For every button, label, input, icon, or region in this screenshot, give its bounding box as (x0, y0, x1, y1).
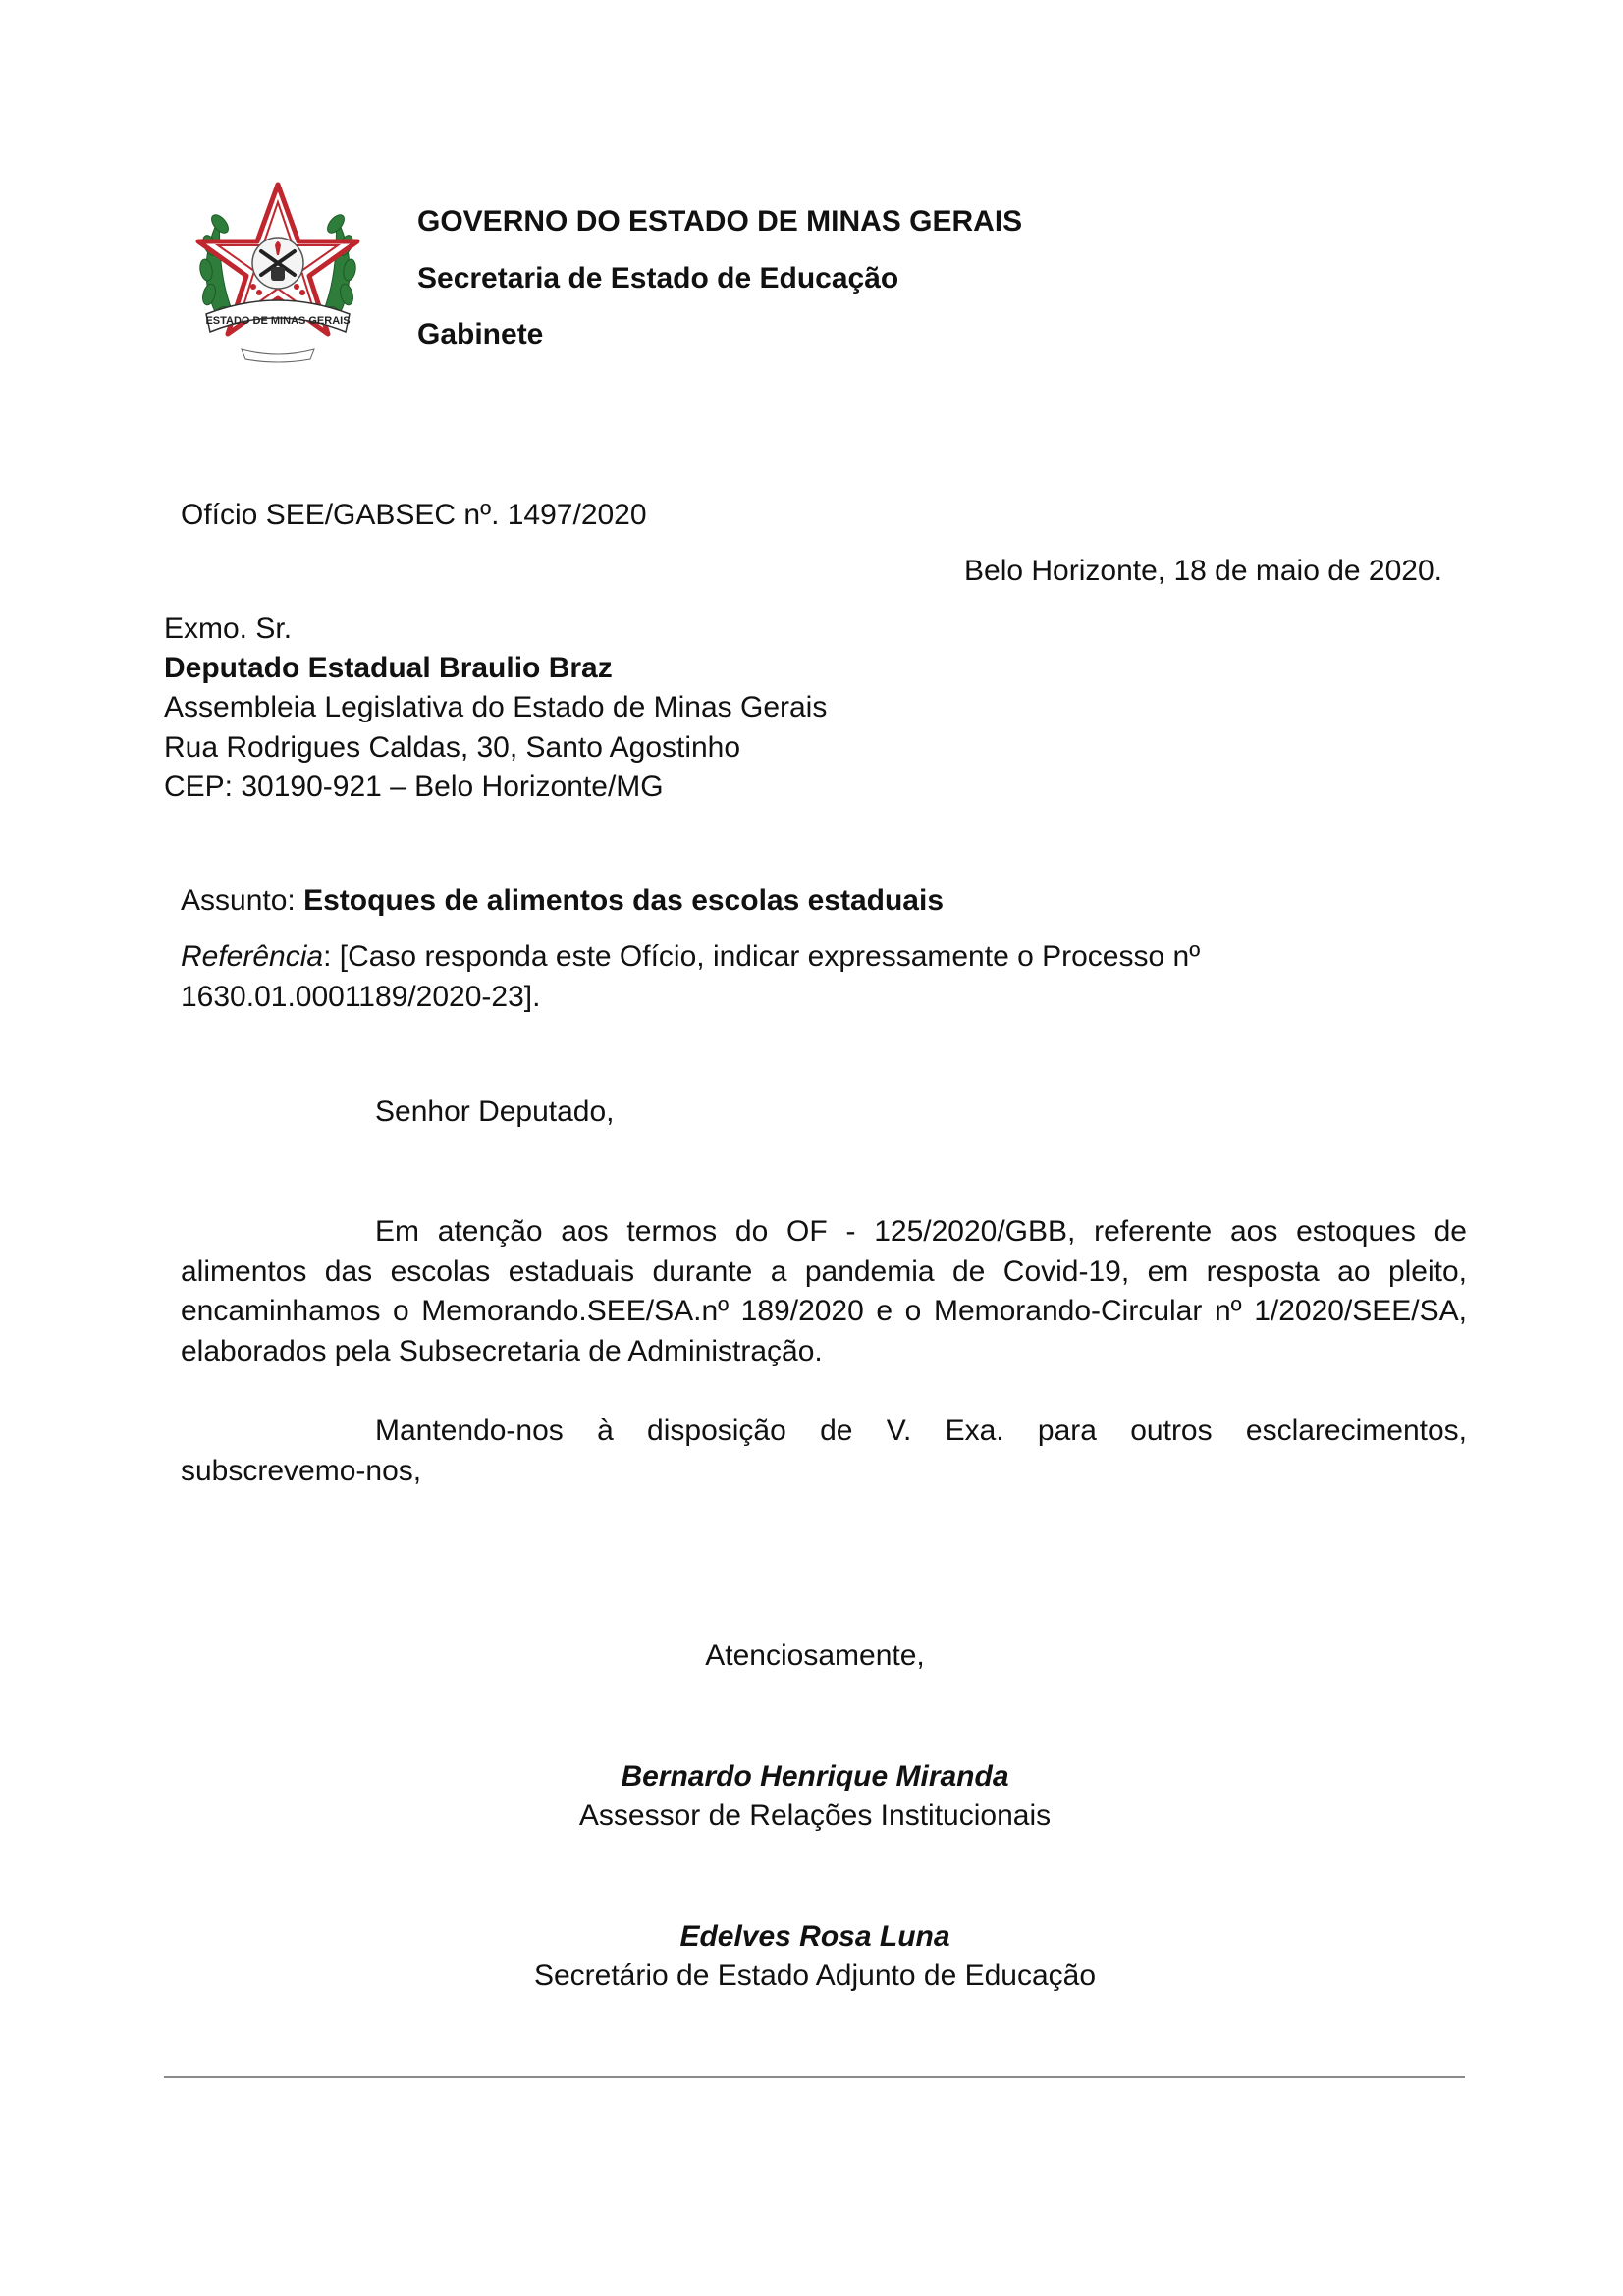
reference-line-2: 1630.01.0001189/2020-23]. (181, 981, 541, 1013)
paragraph-1-line-2: alimentos das escolas estaduais durante a pandemia de Covid-19, em resposta ao pleito, (181, 1255, 1467, 1288)
minas-gerais-coat-of-arms-icon (192, 177, 363, 365)
subject-label: Assunto: (181, 884, 304, 917)
paragraph-1-line-1: Em atenção aos termos do OF - 125/2020/GBB, referente aos estoques de (375, 1215, 1467, 1248)
recipient-name: Deputado Estadual Braulio Braz (164, 652, 613, 684)
body-paragraph-1 (181, 1212, 1467, 1371)
signature-2-name: Edelves Rosa Luna (679, 1920, 950, 1952)
signature-1-title: Assessor de Relações Institucionais (578, 1799, 1052, 1832)
closing: Atenciosamente, (705, 1639, 925, 1672)
signature-2-title: Secretário de Estado Adjunto de Educação (533, 1959, 1097, 1992)
paragraph-2-line-1: Mantendo-nos à disposição de V. Exa. para outros esclarecimentos, (375, 1415, 1467, 1447)
footer-divider (164, 2076, 1465, 2078)
svg-text:ESTADO DE MINAS GERAIS: ESTADO DE MINAS GERAIS (205, 315, 351, 327)
recipient-salutation: Exmo. Sr. (164, 613, 293, 645)
paragraph-1-line-4: elaborados pela Subsecretaria de Administração. (181, 1334, 823, 1367)
place-date: Belo Horizonte, 18 de maio de 2020. (964, 555, 1442, 587)
recipient-address: Rua Rodrigues Caldas, 30, Santo Agostinho (164, 731, 741, 764)
signature-1-name: Bernardo Henrique Miranda (621, 1760, 1009, 1792)
body-paragraph-2 (181, 1412, 1467, 1491)
recipient-institution: Assembleia Legislativa do Estado de Minas Gerais (164, 691, 828, 723)
paragraph-2-line-2: subscrevemo-nos, (181, 1454, 422, 1487)
reference-text-1: : [Caso responda este Ofício, indicar expressamente o Processo nº (323, 940, 1201, 973)
greeting: Senhor Deputado, (375, 1095, 615, 1128)
letterhead-department: Gabinete (417, 318, 544, 350)
reference-line-1 (181, 937, 1200, 977)
reference-label: Referência (181, 940, 324, 973)
letterhead-secretariat: Secretaria de Estado de Educação (417, 262, 899, 294)
recipient-cep: CEP: 30190-921 – Belo Horizonte/MG (164, 771, 664, 803)
document-number: Ofício SEE/GABSEC nº. 1497/2020 (181, 499, 647, 531)
paragraph-1-line-3: encaminhamos o Memorando.SEE/SA.nº 189/2020 e o Memorando-Circular nº 1/2020/SEE/SA, (181, 1295, 1467, 1327)
subject-line (181, 881, 944, 921)
letterhead-government: GOVERNO DO ESTADO DE MINAS GERAIS (417, 205, 1023, 238)
subject-text: Estoques de alimentos das escolas estaduais (303, 884, 945, 917)
